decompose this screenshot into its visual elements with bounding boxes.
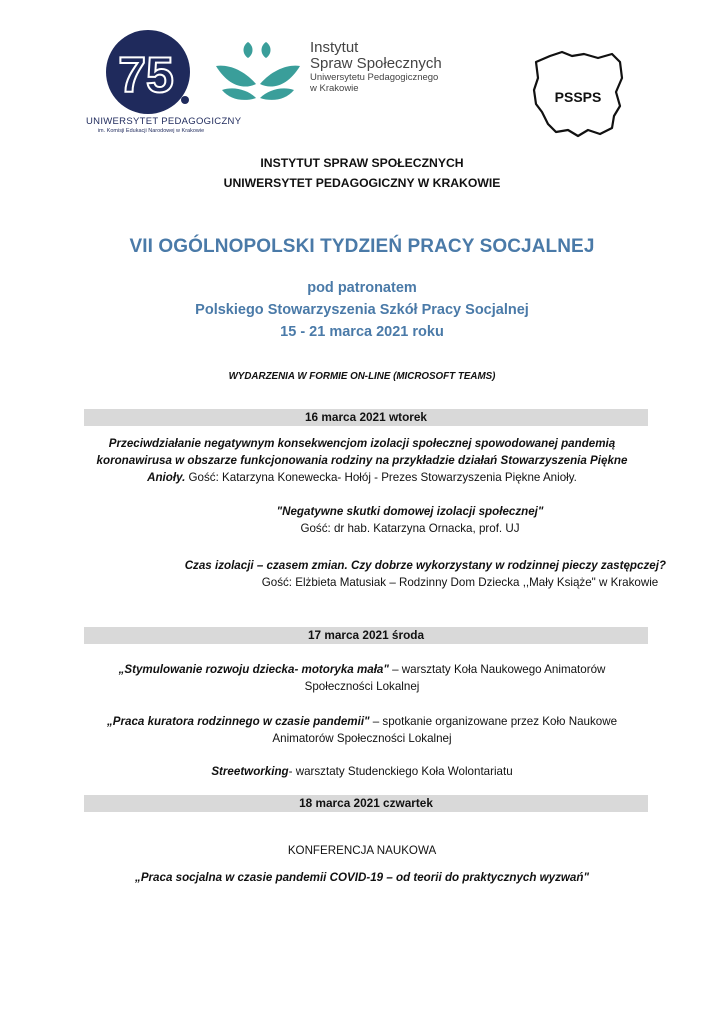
poland-map-outline-icon	[528, 48, 628, 144]
day1-event2	[250, 503, 570, 537]
day-band-16-march: 16 marca 2021 wtorek	[84, 409, 648, 426]
isp-logo-line3: Uniwersytetu Pedagogicznego	[310, 72, 439, 83]
isp-logo-line1: Instytut	[310, 39, 359, 56]
day2-event2-title: „Praca kuratora rodzinnego w czasie pandemii"	[106, 715, 370, 728]
leaf-hands-icon	[214, 40, 306, 102]
day2-event1	[60, 661, 664, 695]
day3-conference-title: „Praca socjalna w czasie pandemii COVID-19 – od teorii do praktycznych wyzwań"	[135, 871, 589, 884]
pssps-logo-label: PSSPS	[554, 89, 602, 105]
day1-event1-guest: Gość: Katarzyna Konewecka- Hołój - Prezes Stowarzyszenia Piękne Anioły.	[185, 471, 577, 484]
pssps-logo	[528, 48, 628, 144]
day2-event2-desc: – spotkanie organizowane przez Koło Naukowe	[369, 715, 618, 728]
day2-event3	[60, 763, 664, 780]
day2-event3-desc: - warsztaty Studenckiego Koła Wolontariatu	[288, 765, 513, 778]
day2-event2	[60, 713, 664, 747]
online-note: WYDARZENIA W FORMIE ON-LINE (MICROSOFT TEAMS)	[228, 371, 496, 382]
day1-event1-title-line3: Anioły.	[147, 471, 186, 484]
day2-event1-desc-line2: Społeczności Lokalnej	[304, 680, 420, 693]
day1-event1-title-line1: Przeciwdziałanie negatywnym konsekwencjom izolacji społecznej spowodowanej pandemią	[108, 437, 616, 450]
up-logo-number: 75	[118, 47, 174, 103]
day1-event1-title-line2: koronawirusa w obszarze funkcjonowania rodziny na przykładzie działań Stowarzyszenia Piękne	[96, 454, 628, 467]
day1-event2-title: "Negatywne skutki domowej izolacji społecznej"	[276, 505, 544, 518]
day1-event2-guest: Gość: dr hab. Katarzyna Ornacka, prof. UJ	[300, 522, 520, 535]
day2-event3-title: Streetworking	[211, 765, 289, 778]
page-title: VII OGÓLNOPOLSKI TYDZIEŃ PRACY SOCJALNEJ	[129, 236, 595, 257]
day3-conference-label: KONFERENCJA NAUKOWA	[287, 844, 437, 857]
isp-logo-line4: w Krakowie	[310, 83, 359, 94]
patronage-line-1: pod patronatem	[307, 280, 417, 296]
header-line-2: UNIWERSYTET PEDAGOGICZNY W KRAKOWIE	[223, 176, 501, 190]
institute-logo	[214, 40, 454, 102]
patronage-dates: 15 - 21 marca 2021 roku	[280, 324, 444, 340]
day2-event2-desc-line2: Animatorów Społeczności Lokalnej	[272, 732, 452, 745]
day2-event1-title: „Stymulowanie rozwoju dziecka- motoryka mała"	[118, 663, 389, 676]
up-logo-name: UNIWERSYTET PEDAGOGICZNY	[86, 116, 242, 127]
day1-event1	[40, 435, 684, 486]
up-75-emblem-icon	[92, 28, 210, 114]
day1-event3	[100, 557, 700, 591]
day-band-18-march: 18 marca 2021 czwartek	[84, 795, 648, 812]
university-logo	[86, 28, 242, 140]
up-logo-subtitle: im. Komisji Edukacji Narodowej w Krakowie	[97, 128, 205, 134]
header-line-1: INSTYTUT SPRAW SPOŁECZNYCH	[260, 156, 464, 170]
day2-event1-desc: – warsztaty Koła Naukowego Animatorów	[388, 663, 606, 676]
isp-logo-line2: Spraw Społecznych	[310, 55, 442, 72]
day1-event3-guest: Gość: Elżbieta Matusiak – Rodzinny Dom Dziecka ,,Mały Książe" w Krakowie	[261, 576, 659, 589]
patronage-line-2: Polskiego Stowarzyszenia Szkół Pracy Socjalnej	[195, 302, 529, 318]
day-band-17-march: 17 marca 2021 środa	[84, 627, 648, 644]
day1-event3-title: Czas izolacji – czasem zmian. Czy dobrze wykorzystany w rodzinnej pieczy zastępczej?	[184, 559, 666, 572]
